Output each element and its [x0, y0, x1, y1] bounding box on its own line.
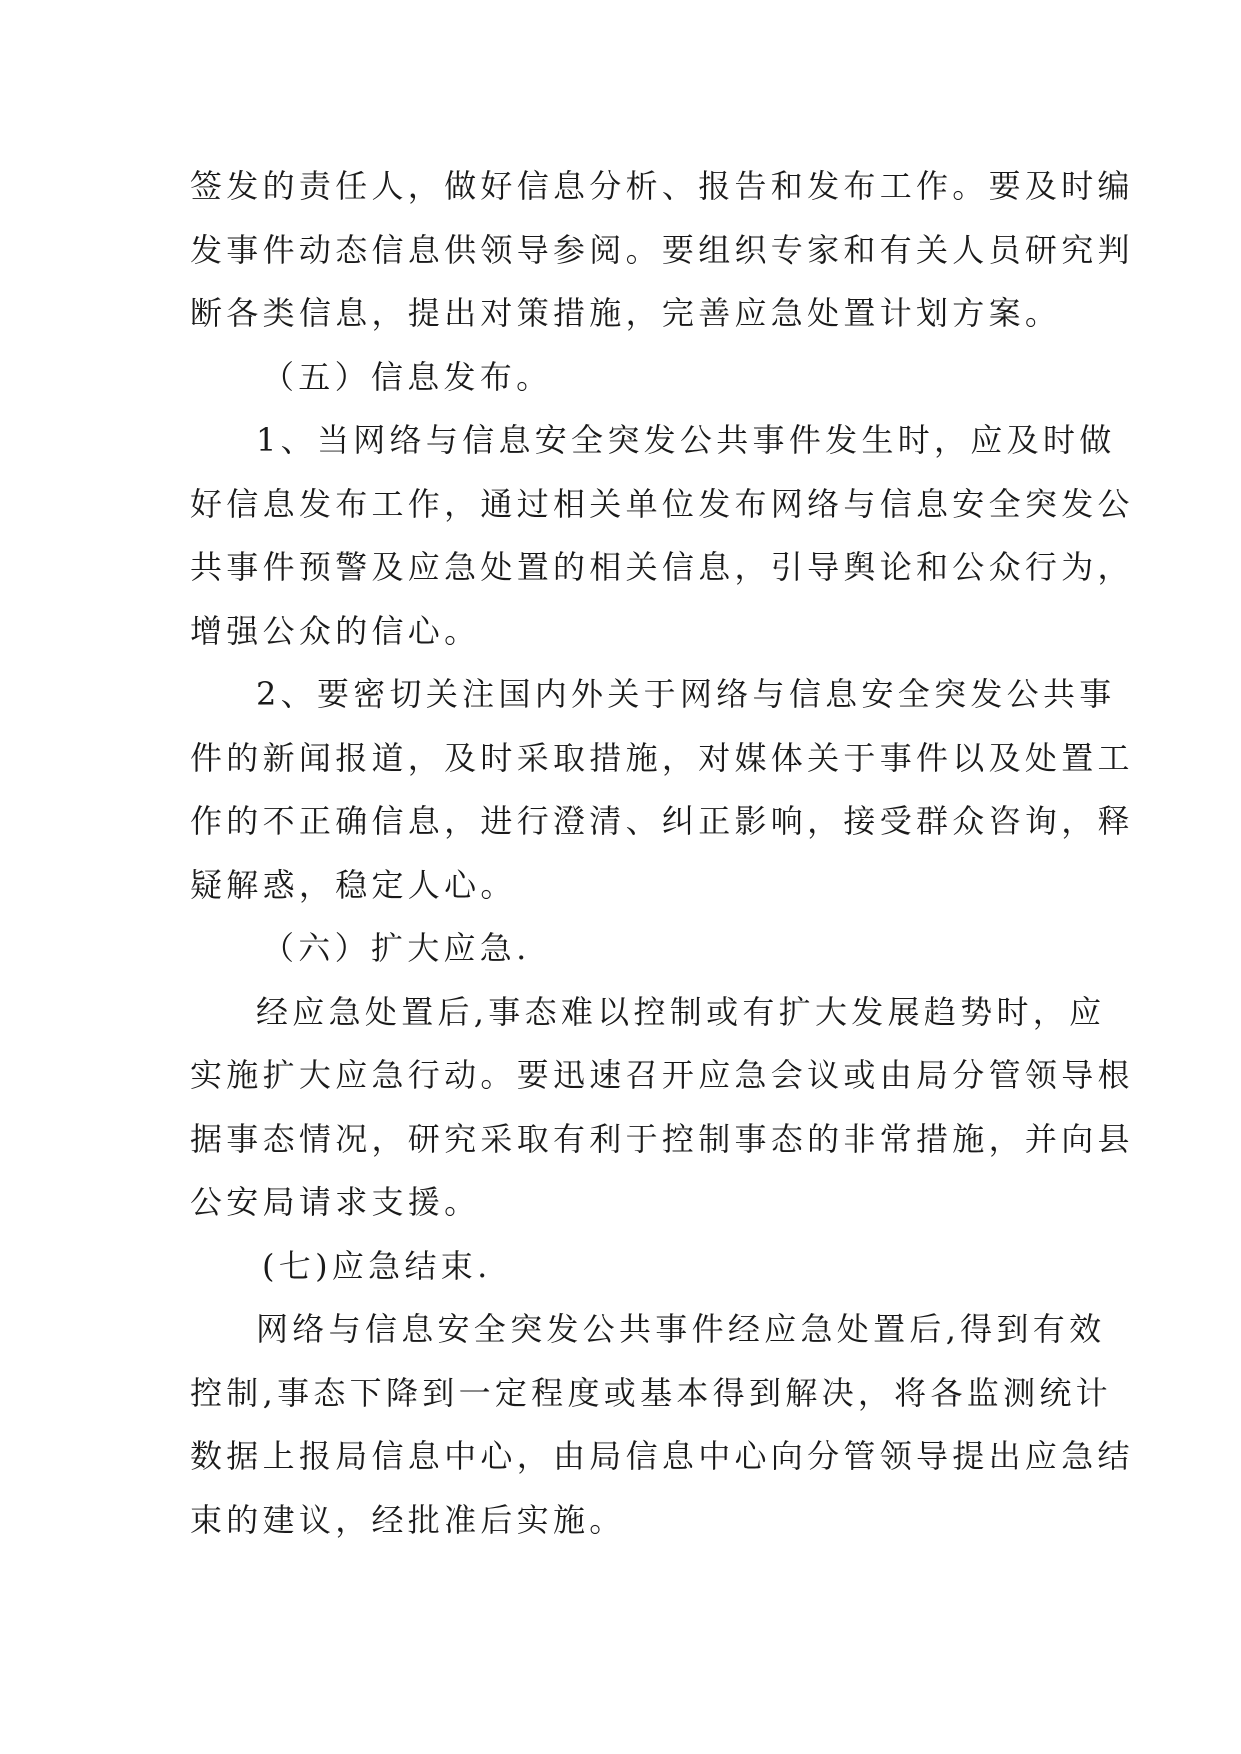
- text-line: 经应急处置后,事态难以控制或有扩大发展趋势时，应: [256, 992, 1106, 1031]
- text-line: 控制,事态下降到一定程度或基本得到解决，将各监测统计: [190, 1373, 1112, 1412]
- text-line: 增强公众的信心。: [190, 611, 481, 650]
- text-line: 束的建议，经批准后实施。: [190, 1500, 626, 1539]
- section-heading: （六）扩大应急.: [262, 929, 531, 967]
- section-heading: （五）信息发布。: [262, 357, 553, 396]
- text-line: 据事态情况，研究采取有利于控制事态的非常措施，并向县: [190, 1119, 1134, 1158]
- text-line: 公安局请求支援。: [190, 1183, 481, 1221]
- section-heading: (七)应急结束.: [262, 1246, 492, 1285]
- text-line: 实施扩大应急行动。要迅速召开应急会议或由局分管领导根: [190, 1056, 1134, 1094]
- text-line: 网络与信息安全突发公共事件经应急处置后,得到有效: [256, 1310, 1106, 1348]
- text-line: 作的不正确信息，进行澄清、纠正影响，接受群众咨询，释: [190, 802, 1134, 840]
- body-text: [190, 155, 1134, 1552]
- text-line: 疑解惑，稳定人心。: [190, 865, 517, 904]
- text-line: 1、当网络与信息安全突发公共事件发生时，应及时做: [256, 421, 1116, 459]
- text-line: 件的新闻报道，及时采取措施，对媒体关于事件以及处置工: [190, 738, 1134, 777]
- text-line: 发事件动态信息供领导参阅。要组织专家和有关人员研究判: [190, 230, 1134, 269]
- text-line: 2、要密切关注国内外关于网络与信息安全突发公共事: [256, 675, 1116, 713]
- text-line: 签发的责任人，做好信息分析、报告和发布工作。要及时编: [190, 167, 1134, 205]
- text-line: 数据上报局信息中心，由局信息中心向分管领导提出应急结: [190, 1437, 1134, 1475]
- text-line: 断各类信息，提出对策措施，完善应急处置计划方案。: [190, 294, 1062, 332]
- text-line: 共事件预警及应急处置的相关信息，引导舆论和公众行为，: [190, 548, 1134, 586]
- text-line: 好信息发布工作，通过相关单位发布网络与信息安全突发公: [190, 484, 1134, 523]
